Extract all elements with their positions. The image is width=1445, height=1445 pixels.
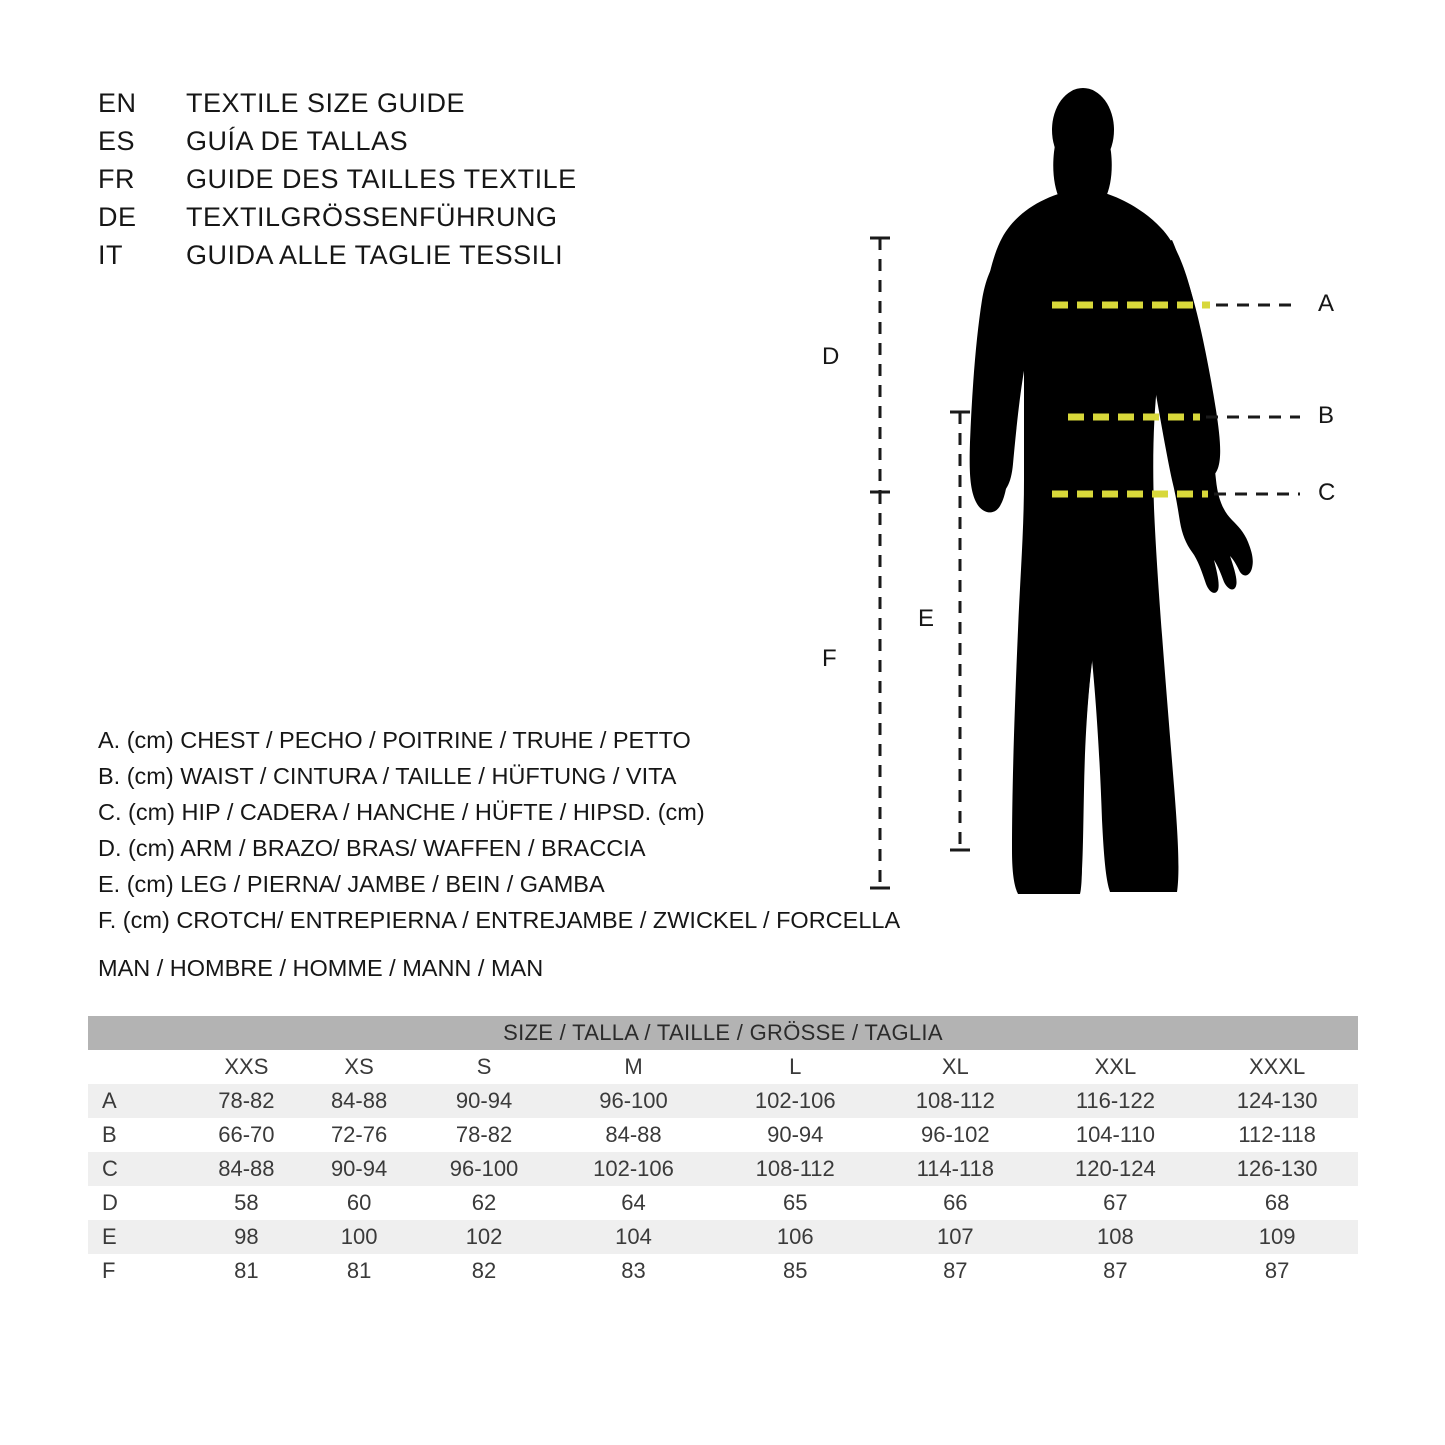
cell-e-xl: 107 bbox=[876, 1220, 1034, 1254]
size-header-s: S bbox=[415, 1050, 552, 1084]
cell-c-m: 102-106 bbox=[553, 1152, 715, 1186]
size-table-wrapper bbox=[88, 1016, 1358, 1288]
cell-c-xxxl: 126-130 bbox=[1196, 1152, 1358, 1186]
cell-a-xxl: 116-122 bbox=[1035, 1084, 1197, 1118]
cell-e-xxl: 108 bbox=[1035, 1220, 1197, 1254]
cell-f-s: 82 bbox=[415, 1254, 552, 1288]
cell-f-xxl: 87 bbox=[1035, 1254, 1197, 1288]
size-header-l: L bbox=[714, 1050, 876, 1084]
body-measurement-diagram bbox=[780, 60, 1400, 960]
cell-c-xl: 114-118 bbox=[876, 1152, 1034, 1186]
legend-item-e: E. (cm) LEG / PIERNA/ JAMBE / BEIN / GAMBA bbox=[98, 871, 605, 897]
title-lang-en: EN bbox=[98, 88, 137, 118]
table-sizes-row bbox=[88, 1050, 1358, 1084]
table-row bbox=[88, 1220, 1358, 1254]
cell-a-s: 90-94 bbox=[415, 1084, 552, 1118]
dimension-label-c: C bbox=[1318, 479, 1336, 506]
dimension-label-a: A bbox=[1318, 290, 1335, 317]
legend-item-d: D. (cm) ARM / BRAZO/ BRAS/ WAFFEN / BRACCIA bbox=[98, 835, 646, 861]
title-row-it bbox=[98, 240, 718, 278]
cell-a-l: 102-106 bbox=[714, 1084, 876, 1118]
title-lang-de: DE bbox=[98, 202, 137, 232]
cell-d-xxxl: 68 bbox=[1196, 1186, 1358, 1220]
leg-dimension-bracket bbox=[950, 412, 970, 850]
dimension-label-e: E bbox=[918, 605, 935, 632]
row-key-d: D bbox=[88, 1186, 190, 1220]
table-band-label: SIZE / TALLA / TAILLE / GRÖSSE / TAGLIA bbox=[88, 1016, 1358, 1050]
cell-e-m: 104 bbox=[553, 1220, 715, 1254]
cell-b-xxl: 104-110 bbox=[1035, 1118, 1197, 1152]
legend-item-f: F. (cm) CROTCH/ ENTREPIERNA / ENTREJAMBE / ZWICKEL / FORCELLA bbox=[98, 907, 901, 933]
row-key-e: E bbox=[88, 1220, 190, 1254]
title-text-de: TEXTILGRÖSSENFÜHRUNG bbox=[186, 202, 558, 232]
size-header-xxs: XXS bbox=[190, 1050, 303, 1084]
title-lang-es: ES bbox=[98, 126, 136, 156]
cell-d-l: 65 bbox=[714, 1186, 876, 1220]
legend-item-c: C. (cm) HIP / CADERA / HANCHE / HÜFTE / HIPSD. (cm) bbox=[98, 799, 705, 825]
row-key-b: B bbox=[88, 1118, 190, 1152]
title-block bbox=[98, 88, 718, 278]
cell-d-m: 64 bbox=[553, 1186, 715, 1220]
title-row-en bbox=[98, 88, 718, 126]
row-key-a: A bbox=[88, 1084, 190, 1118]
cell-f-xxs: 81 bbox=[190, 1254, 303, 1288]
size-header-xs: XS bbox=[303, 1050, 416, 1084]
row-key-f: F bbox=[88, 1254, 190, 1288]
cell-f-xl: 87 bbox=[876, 1254, 1034, 1288]
arm-dimension-bracket bbox=[870, 238, 890, 492]
dimension-label-b: B bbox=[1318, 402, 1335, 429]
table-band-row bbox=[88, 1016, 1358, 1050]
legend-item-a: A. (cm) CHEST / PECHO / POITRINE / TRUHE / PETTO bbox=[98, 727, 691, 753]
cell-e-l: 106 bbox=[714, 1220, 876, 1254]
title-text-fr: GUIDE DES TAILLES TEXTILE bbox=[186, 164, 577, 194]
cell-b-m: 84-88 bbox=[553, 1118, 715, 1152]
title-row-de bbox=[98, 202, 718, 240]
cell-b-xs: 72-76 bbox=[303, 1118, 416, 1152]
title-text-es: GUÍA DE TALLAS bbox=[186, 126, 409, 156]
cell-f-l: 85 bbox=[714, 1254, 876, 1288]
legend-item-b: B. (cm) WAIST / CINTURA / TAILLE / HÜFTUNG / VITA bbox=[98, 763, 677, 789]
cell-d-xxs: 58 bbox=[190, 1186, 303, 1220]
title-text-it: GUIDA ALLE TAGLIE TESSILI bbox=[186, 240, 564, 270]
sizes-row-key bbox=[88, 1050, 190, 1084]
size-header-xxxl: XXXL bbox=[1196, 1050, 1358, 1084]
cell-b-l: 90-94 bbox=[714, 1118, 876, 1152]
title-text-en: TEXTILE SIZE GUIDE bbox=[186, 88, 466, 118]
table-row bbox=[88, 1118, 1358, 1152]
table-row bbox=[88, 1254, 1358, 1288]
title-lang-fr: FR bbox=[98, 164, 135, 194]
cell-e-xs: 100 bbox=[303, 1220, 416, 1254]
cell-b-s: 78-82 bbox=[415, 1118, 552, 1152]
cell-c-xxs: 84-88 bbox=[190, 1152, 303, 1186]
cell-e-xxs: 98 bbox=[190, 1220, 303, 1254]
dimension-label-d: D bbox=[822, 343, 840, 370]
cell-a-xs: 84-88 bbox=[303, 1084, 416, 1118]
cell-a-xxs: 78-82 bbox=[190, 1084, 303, 1118]
table-row bbox=[88, 1186, 1358, 1220]
cell-a-xl: 108-112 bbox=[876, 1084, 1034, 1118]
cell-c-xs: 90-94 bbox=[303, 1152, 416, 1186]
cell-d-xs: 60 bbox=[303, 1186, 416, 1220]
crotch-dimension-bracket bbox=[870, 492, 890, 888]
cell-f-xs: 81 bbox=[303, 1254, 416, 1288]
cell-e-s: 102 bbox=[415, 1220, 552, 1254]
gender-label: MAN / HOMBRE / HOMME / MANN / MAN bbox=[98, 955, 544, 981]
size-header-xxl: XXL bbox=[1035, 1050, 1197, 1084]
size-header-m: M bbox=[553, 1050, 715, 1084]
row-key-c: C bbox=[88, 1152, 190, 1186]
cell-d-xl: 66 bbox=[876, 1186, 1034, 1220]
cell-c-l: 108-112 bbox=[714, 1152, 876, 1186]
cell-b-xxs: 66-70 bbox=[190, 1118, 303, 1152]
table-row bbox=[88, 1152, 1358, 1186]
cell-d-xxl: 67 bbox=[1035, 1186, 1197, 1220]
cell-b-xxxl: 112-118 bbox=[1196, 1118, 1358, 1152]
size-table bbox=[88, 1016, 1358, 1288]
cell-a-m: 96-100 bbox=[553, 1084, 715, 1118]
table-row bbox=[88, 1084, 1358, 1118]
size-header-xl: XL bbox=[876, 1050, 1034, 1084]
title-row-fr bbox=[98, 164, 718, 202]
title-lang-it: IT bbox=[98, 240, 123, 270]
cell-b-xl: 96-102 bbox=[876, 1118, 1034, 1152]
cell-e-xxxl: 109 bbox=[1196, 1220, 1358, 1254]
cell-c-xxl: 120-124 bbox=[1035, 1152, 1197, 1186]
cell-f-m: 83 bbox=[553, 1254, 715, 1288]
measurement-legend bbox=[98, 722, 901, 938]
dimension-label-f: F bbox=[822, 645, 837, 672]
cell-a-xxxl: 124-130 bbox=[1196, 1084, 1358, 1118]
title-row-es bbox=[98, 126, 718, 164]
cell-f-xxxl: 87 bbox=[1196, 1254, 1358, 1288]
cell-c-s: 96-100 bbox=[415, 1152, 552, 1186]
cell-d-s: 62 bbox=[415, 1186, 552, 1220]
